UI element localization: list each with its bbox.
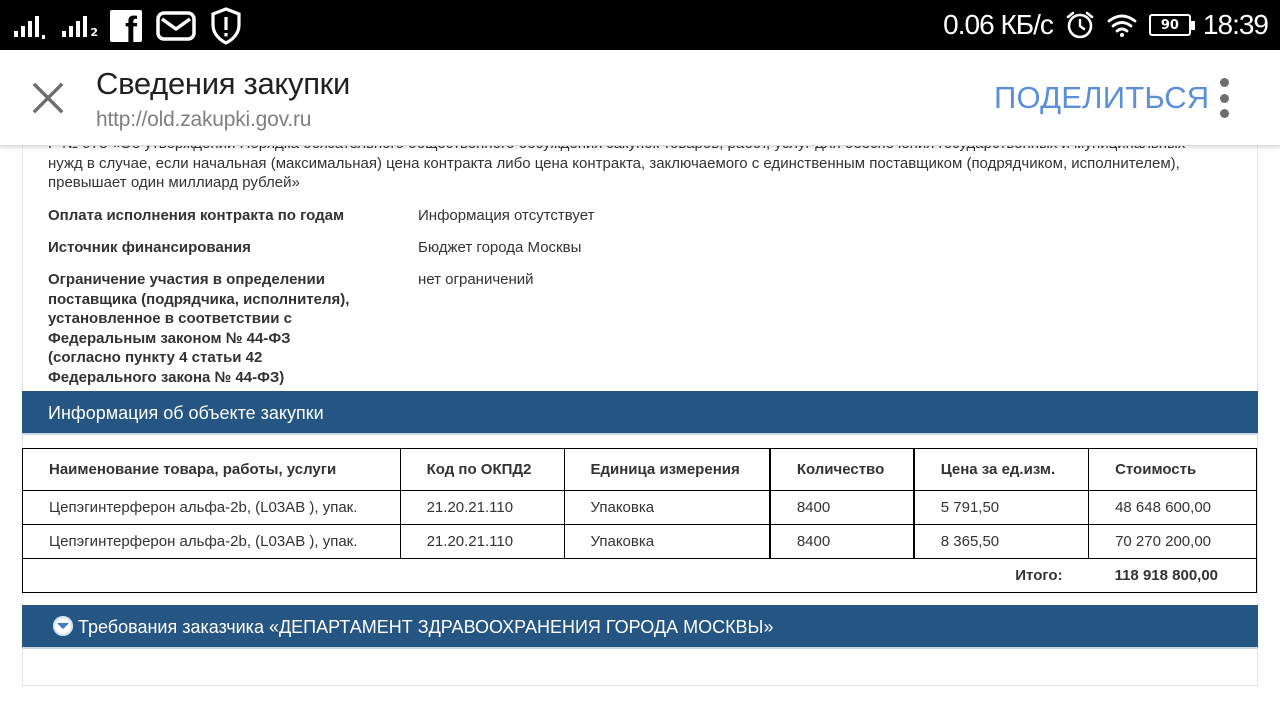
more-options-button[interactable] xyxy=(1212,78,1236,118)
share-button[interactable]: ПОДЕЛИТЬСЯ xyxy=(994,80,1210,115)
column-header: Стоимость xyxy=(1089,449,1257,491)
info-row-payment xyxy=(48,206,1228,226)
more-dot-icon xyxy=(1220,78,1229,87)
status-bar-right xyxy=(943,0,1268,50)
table-cell: 70 270 200,00 xyxy=(1089,525,1257,559)
page-title: Сведения закупки xyxy=(96,66,350,101)
info-label: Источник финансирования xyxy=(48,239,251,256)
info-value: Информация отсутствует xyxy=(418,207,595,224)
intro-text: нужд в случае, если начальная (максимальная) цена контракта либо цена контракта, заключаемого с единственным поставщиком (подрядчиком, исполнителем), превышает один миллиард рублей» xyxy=(48,154,1180,191)
section-header-purchase-object[interactable] xyxy=(22,391,1258,435)
status-bar xyxy=(0,0,1280,50)
shield-alert-icon xyxy=(210,7,242,45)
column-header: Цена за ед.изм. xyxy=(914,449,1089,491)
more-dot-icon xyxy=(1220,109,1229,118)
section-title: Требования заказчика «ДЕПАРТАМЕНТ ЗДРАВООХРАНЕНИЯ ГОРОДА МОСКВЫ» xyxy=(78,617,774,637)
facebook-icon: f xyxy=(110,10,142,42)
table-cell: 8 365,50 xyxy=(914,525,1089,559)
wifi-icon xyxy=(1107,12,1137,38)
signal-2-icon xyxy=(62,13,96,39)
signal-icon xyxy=(14,13,48,39)
table-cell: Упаковка xyxy=(564,525,770,559)
app-bar xyxy=(0,50,1280,146)
page-content[interactable] xyxy=(0,146,1280,720)
close-button[interactable] xyxy=(26,76,70,120)
alarm-icon xyxy=(1065,10,1095,40)
info-row-restriction xyxy=(48,270,1228,388)
table-cell: 21.20.21.110 xyxy=(400,491,564,525)
info-value: нет ограничений xyxy=(418,271,534,288)
table-row xyxy=(23,491,1257,525)
mail-icon xyxy=(156,11,196,41)
total-label: Итого: xyxy=(23,559,1089,593)
page-url: http://old.zakupki.gov.ru xyxy=(96,108,312,131)
info-label: Ограничение участия в определении поставщика (подрядчика, исполнителя), установленное в соответствии с Федеральным законом № 44-ФЗ (согласно пункту 4 статьи 42 Федерального закона № 44-ФЗ) xyxy=(48,271,350,386)
table-cell: 8400 xyxy=(770,491,914,525)
purchase-items-table xyxy=(22,448,1257,593)
info-label: Оплата исполнения контракта по годам xyxy=(48,207,345,224)
status-bar-left xyxy=(14,6,242,50)
table-cell: 48 648 600,00 xyxy=(1089,491,1257,525)
column-header: Количество xyxy=(770,449,914,491)
chevron-down-icon[interactable] xyxy=(53,616,73,636)
table-cell: Упаковка xyxy=(564,491,770,525)
column-header: Единица измерения xyxy=(564,449,770,491)
table-header-row xyxy=(23,449,1257,491)
section-header-customer-requirements[interactable] xyxy=(22,605,1258,649)
network-speed: 0.06 КБ/с xyxy=(943,9,1053,40)
column-header: Код по ОКПД2 xyxy=(400,449,564,491)
info-row-funding xyxy=(48,238,1228,258)
sim-2-label: 2 xyxy=(90,26,98,39)
table-cell: 5 791,50 xyxy=(914,491,1089,525)
table-total-row xyxy=(23,559,1257,593)
column-header: Наименование товара, работы, услуги xyxy=(23,449,401,491)
clock: 18:39 xyxy=(1202,9,1268,40)
section-title: Информация об объекте закупки xyxy=(48,403,324,423)
table-cell: 21.20.21.110 xyxy=(400,525,564,559)
battery-icon xyxy=(1149,14,1191,36)
table-cell: Цепэгинтерферон альфа-2b, (L03AB ), упак. xyxy=(23,491,401,525)
info-value: Бюджет города Москвы xyxy=(418,239,582,256)
close-icon xyxy=(32,82,64,114)
more-dot-icon xyxy=(1220,94,1229,103)
table-cell: Цепэгинтерферон альфа-2b, (L03AB ), упак. xyxy=(23,525,401,559)
battery-level: 90 xyxy=(1160,17,1179,33)
total-value: 118 918 800,00 xyxy=(1089,559,1257,593)
table-cell: 8400 xyxy=(770,525,914,559)
table-row xyxy=(23,525,1257,559)
